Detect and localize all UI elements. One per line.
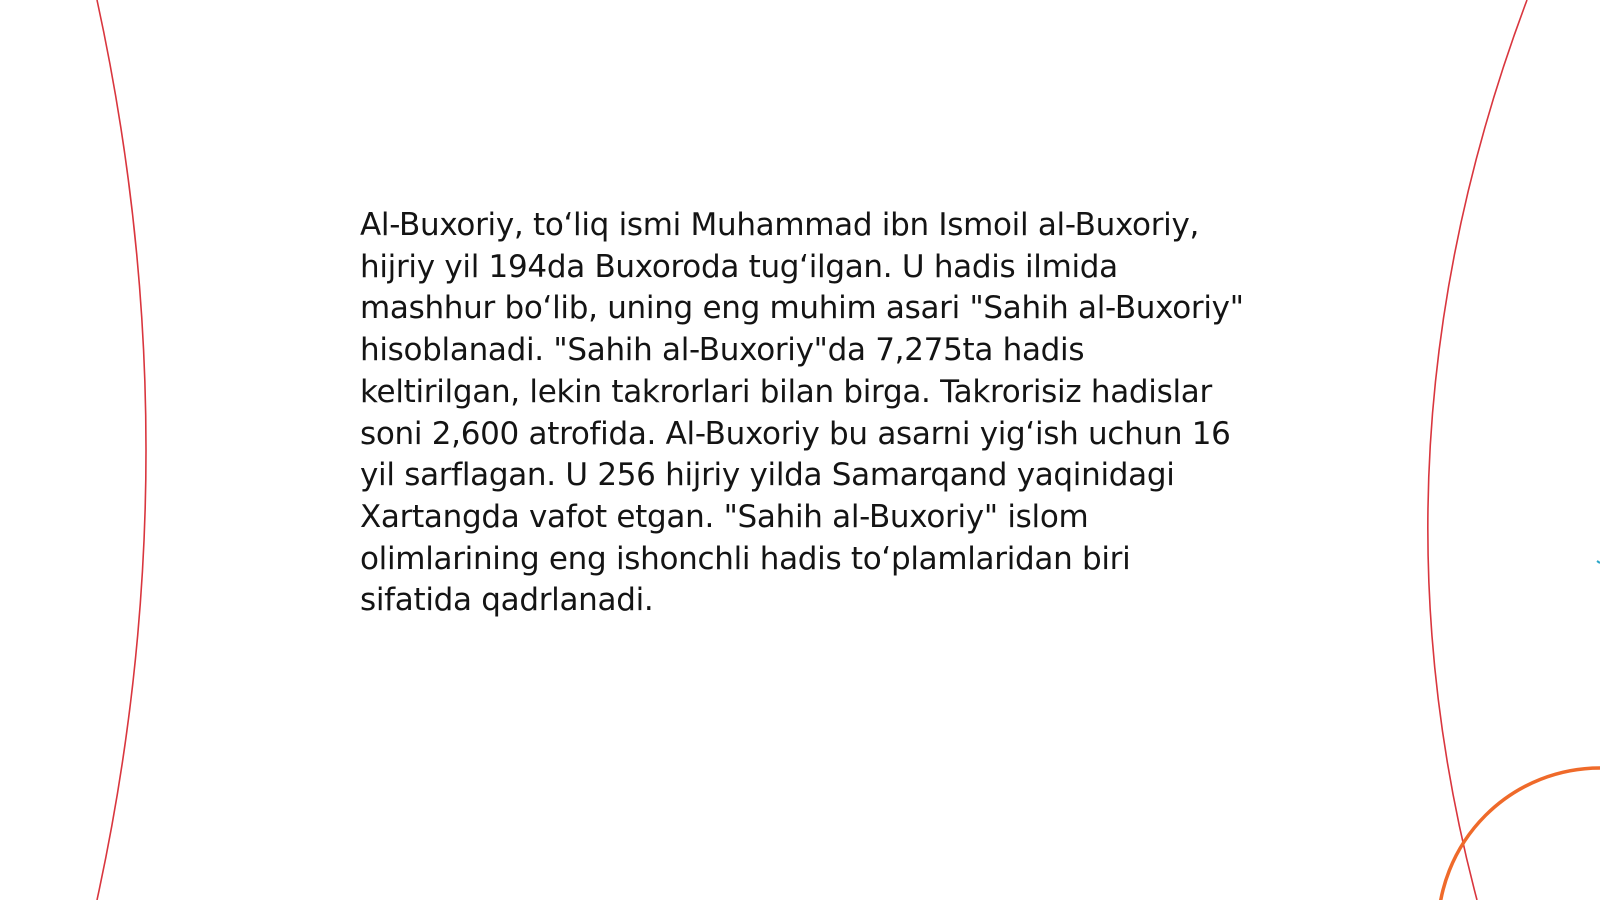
orange-arc (1438, 768, 1600, 900)
left-curve-line (97, 0, 146, 900)
right-curve-line (1428, 0, 1527, 900)
body-text: Al-Buxoriy, to‘liq ismi Muhammad ibn Ismoil al-Buxoriy, hijriy yil 194da Buxoroda tug‘ilgan. U hadis ilmida mashhur bo‘lib, uning eng muhim asari "Sahih al-Buxoriy" hisoblanadi. "Sahih al-Buxoriy"da 7,275ta hadis keltirilgan, lekin takrorlari bilan birga. Takrorisiz hadislar soni 2,600 atrofida. Al-Buxoriy bu asarni yig‘ish uchun 16 yil sarflagan. U 256 hijriy yilda Samarqand yaqinidagi Xartangda vafot etgan. "Sahih al-Buxoriy" islom olimlarining eng ishonchli hadis to‘plamlaridan biri sifatida qadrlanadi. (360, 207, 1244, 619)
